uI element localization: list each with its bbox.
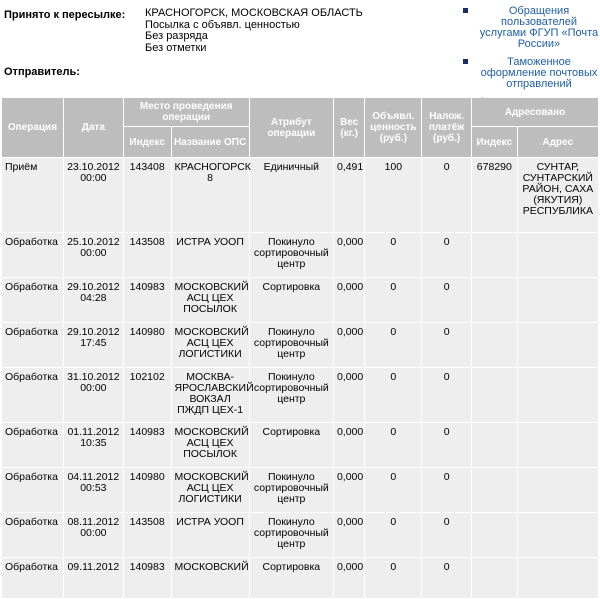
cell-date: 29.10.2012 17:45 [64,323,123,367]
header-attribute: Атрибут операции [250,98,333,157]
cell-addr-address: СУНТАР, СУНТАРСКИЙ РАЙОН, САХА (ЯКУТИЯ) РЕСПУБЛИКА [518,158,598,232]
header-place-name: Название ОПС [172,127,249,157]
header-cod: Налож. платёж (руб.) [422,98,471,157]
header-date: Дата [64,98,123,157]
table-row [2,323,598,367]
cell-addr-address [518,513,598,557]
cell-cod: 0 [422,368,471,422]
cell-operation: Обработка [2,368,63,422]
cell-addr-address [518,368,598,422]
link-customs[interactable] [462,57,600,90]
cell-addr-index: 678290 [472,158,517,232]
cell-addr-index [472,323,517,367]
accepted-line: КРАСНОГОРСК, МОСКОВСКАЯ ОБЛАСТЬ [145,7,363,19]
cell-addr-address [518,468,598,512]
cell-declared-value: 0 [365,368,421,422]
cell-addr-index [472,558,517,598]
cell-attribute: Сортировка [250,558,333,598]
cell-place-name: МОСКВА-ЯРОСЛАВСКИЙ ВОКЗАЛ ПЖДП ЦЕХ-1 [172,368,249,422]
cell-addr-address [518,278,598,322]
shipment-summary [0,0,600,95]
cell-addr-address [518,323,598,367]
cell-weight: 0,000 [334,233,364,277]
accepted-line: Без разряда [145,30,208,42]
accepted-label: Принято к пересылке: [4,9,126,21]
cell-date: 31.10.2012 00:00 [64,368,123,422]
cell-cod: 0 [422,158,471,232]
cell-weight: 0,000 [334,368,364,422]
table-row [2,368,598,422]
cell-place-index: 140980 [124,468,171,512]
table-row [2,558,598,598]
cell-weight: 0,000 [334,468,364,512]
cell-place-name: КРАСНОГОРСК 8 [172,158,249,232]
cell-operation: Обработка [2,278,63,322]
cell-attribute: Единичный [250,158,333,232]
cell-addr-index [472,513,517,557]
header-addressed: Адресовано [472,98,598,126]
cell-place-index: 140983 [124,423,171,467]
cell-place-name: МОСКОВСКИЙ АСЦ ЦЕХ ЛОГИСТИКИ [172,468,249,512]
header-addr-index: Индекс [472,127,517,157]
cell-declared-value: 0 [365,513,421,557]
cell-weight: 0,000 [334,278,364,322]
cell-place-index: 140983 [124,278,171,322]
cell-cod: 0 [422,233,471,277]
cell-attribute: Покинуло сортировочный центр [250,233,333,277]
cell-place-name: МОСКОВСКИЙ АСЦ ЦЕХ ЛОГИСТИКИ [172,323,249,367]
cell-weight: 0,000 [334,513,364,557]
cell-addr-address [518,233,598,277]
cell-place-index: 143408 [124,158,171,232]
link-label: Обращения пользователей услугами ФГУП «Почта России» [479,5,599,50]
header-weight: Вес (кг.) [334,98,364,157]
table-row [2,158,598,232]
cell-place-index: 140983 [124,558,171,598]
cell-place-name: ИСТРА УООП [172,233,249,277]
cell-declared-value: 0 [365,423,421,467]
square-bullet-icon [463,59,468,64]
header-declared-value: Объявл. ценность (руб.) [365,98,421,157]
cell-place-name: МОСКОВСКИЙ АСЦ ЦЕХ ПОСЫЛОК [172,423,249,467]
cell-operation: Обработка [2,323,63,367]
cell-date: 25.10.2012 00:00 [64,233,123,277]
cell-cod: 0 [422,468,471,512]
header-addr-address: Адрес [518,127,598,157]
cell-declared-value: 0 [365,558,421,598]
cell-weight: 0,000 [334,558,364,598]
cell-addr-index [472,233,517,277]
cell-date: 09.11.2012 [64,558,123,598]
cell-declared-value: 0 [365,468,421,512]
cell-addr-index [472,423,517,467]
cell-addr-index [472,368,517,422]
table-row [2,513,598,557]
cell-weight: 0,491 [334,158,364,232]
cell-operation: Обработка [2,233,63,277]
cell-place-name: ИСТРА УООП [172,513,249,557]
cell-operation: Обработка [2,423,63,467]
header-operation: Операция [2,98,63,157]
cell-weight: 0,000 [334,323,364,367]
cell-attribute: Сортировка [250,278,333,322]
accepted-line: Посылка с объявл. ценностью [145,18,300,31]
cell-operation: Обработка [2,468,63,512]
cell-declared-value: 0 [365,278,421,322]
header-place-index: Индекс [124,127,171,157]
table-row [2,423,598,467]
cell-place-name: МОСКОВСКИЙ [172,558,249,598]
cell-cod: 0 [422,278,471,322]
cell-declared-value: 100 [365,158,421,232]
cell-cod: 0 [422,423,471,467]
table-row [2,468,598,512]
cell-date: 01.11.2012 10:35 [64,423,123,467]
cell-attribute: Покинуло сортировочный центр [250,468,333,512]
cell-attribute: Покинуло сортировочный центр [250,513,333,557]
cell-addr-index [472,278,517,322]
cell-attribute: Сортировка [250,423,333,467]
table-row [2,233,598,277]
cell-operation: Приём [2,158,63,232]
cell-attribute: Покинуло сортировочный центр [250,323,333,367]
cell-place-index: 143508 [124,513,171,557]
cell-place-name: МОСКОВСКИЙ АСЦ ЦЕХ ПОСЫЛОК [172,278,249,322]
link-label: Таможенное оформление почтовых отправлений [480,56,598,90]
square-bullet-icon [463,8,468,13]
accepted-details [145,8,363,54]
cell-addr-address [518,423,598,467]
cell-declared-value: 0 [365,233,421,277]
cell-addr-address [518,558,598,598]
sender-label: Отправитель: [4,66,80,78]
cell-attribute: Покинуло сортировочный центр [250,368,333,422]
cell-date: 04.11.2012 00:53 [64,468,123,512]
cell-place-index: 143508 [124,233,171,277]
cell-weight: 0,000 [334,423,364,467]
link-user-appeals[interactable] [462,6,600,50]
header-place: Место проведения операции [124,98,249,126]
accepted-line: Без отметки [145,41,207,54]
cell-declared-value: 0 [365,323,421,367]
cell-place-index: 102102 [124,368,171,422]
tracking-table [1,97,599,599]
cell-operation: Обработка [2,558,63,598]
cell-operation: Обработка [2,513,63,557]
cell-date: 29.10.2012 04:28 [64,278,123,322]
cell-place-index: 140980 [124,323,171,367]
table-row [2,278,598,322]
cell-cod: 0 [422,558,471,598]
cell-cod: 0 [422,513,471,557]
cell-date: 23.10.2012 00:00 [64,158,123,232]
cell-date: 08.11.2012 00:00 [64,513,123,557]
cell-cod: 0 [422,323,471,367]
cell-addr-index [472,468,517,512]
